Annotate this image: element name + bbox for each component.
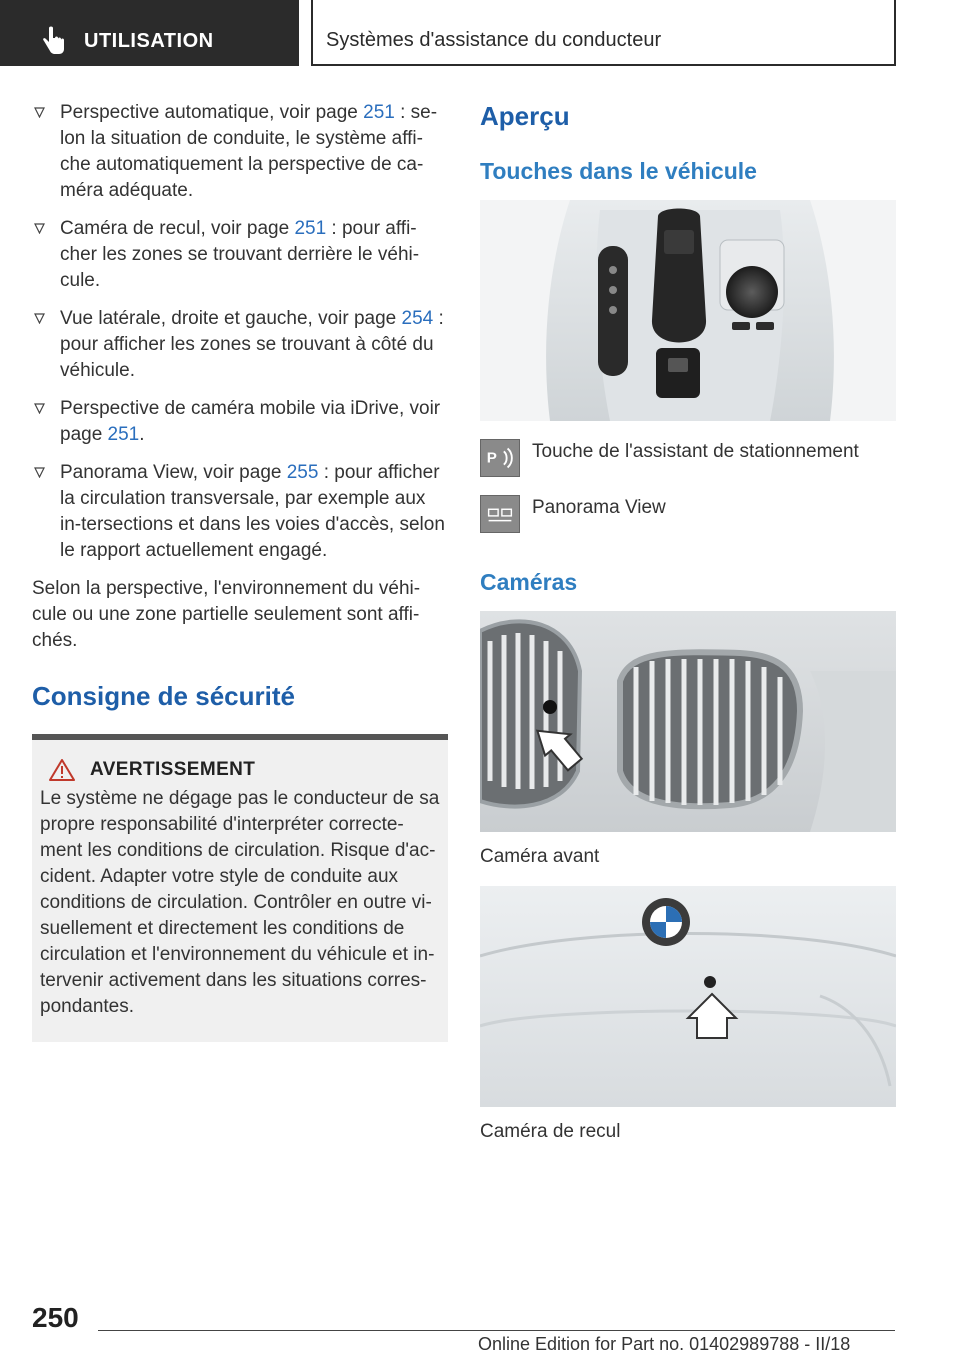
buttons-subheading: Touches dans le véhicule — [480, 158, 757, 184]
warning-title: AVERTISSEMENT — [90, 759, 256, 780]
list-item: Caméra de recul, voir page 251 : pour affi-cher les zones se trouvant derrière le véhi-cule. — [32, 216, 448, 294]
page-link[interactable]: 255 — [286, 462, 319, 483]
left-column — [32, 100, 448, 1042]
header-section-bar — [0, 0, 299, 66]
front-camera-caption: Caméra avant — [480, 846, 600, 867]
panorama-view-icon — [480, 495, 520, 533]
page-link[interactable]: 251 — [107, 424, 140, 445]
center-console-photo — [480, 200, 896, 421]
header-section-title: UTILISATION — [84, 30, 214, 52]
rear-camera-photo — [480, 886, 896, 1107]
park-assist-label: Touche de l'assistant de stationnement — [532, 441, 859, 462]
cameras-subheading: Caméras — [480, 569, 578, 595]
warning-box — [32, 734, 448, 1042]
warning-text: Le système ne dégage pas le conducteur de sa propre responsabilité d'interpréter correcte-ment les conditions de circulation. Risque d'ac-cident. Adapter votre style de conduite aux conditions de circulation. Contrôler en outre vi-suellement et directement les conditions de circulation et l'environnement du véhicule et in-tervenir activement dans les situations corres-pondantes. — [40, 788, 440, 1017]
panorama-row — [480, 495, 896, 533]
safety-heading: Consigne de sécurité — [32, 681, 295, 711]
panorama-label: Panorama View — [532, 497, 666, 518]
page-link[interactable]: 254 — [401, 308, 434, 329]
park-assist-row — [480, 439, 896, 477]
footer-divider — [98, 1330, 895, 1331]
svg-text:P: P — [486, 449, 497, 467]
right-column — [480, 100, 896, 1145]
front-camera-photo — [480, 611, 896, 832]
list-item: Panorama View, voir page 255 : pour afficher la circulation transversale, par exemple aux in-tersections et dans les voies d'accès, selon le rapport actuellement engagé. — [32, 460, 448, 564]
park-assist-icon — [480, 439, 520, 477]
triangle-bullet-icon — [34, 107, 45, 118]
touch-hand-icon — [40, 26, 66, 56]
header-chapter-title: Systèmes d'assistance du conducteur — [326, 29, 662, 51]
warning-header — [48, 758, 440, 782]
triangle-bullet-icon — [34, 313, 45, 324]
perspective-list — [32, 100, 448, 564]
triangle-bullet-icon — [34, 403, 45, 414]
list-item: Perspective de caméra mobile via iDrive, voir page 251. — [32, 396, 448, 448]
perspective-paragraph: Selon la perspective, l'environnement du véhi-cule ou une zone partielle seulement sont affi-chés. — [32, 578, 421, 651]
page-link[interactable]: 251 — [363, 102, 395, 123]
triangle-bullet-icon — [34, 467, 45, 478]
list-item: Perspective automatique, voir page 251 : se-lon la situation de conduite, le système affi-che automatiquement la perspective de ca-méra adéquate. — [32, 100, 448, 204]
overview-heading: Aperçu — [480, 101, 570, 131]
triangle-bullet-icon — [34, 223, 45, 234]
footer-edition: Online Edition for Part no. 01402989788 - II/18 — [478, 1334, 851, 1354]
list-item: Vue latérale, droite et gauche, voir page 254 : pour afficher les zones se trouvant à côté du véhicule. — [32, 306, 448, 384]
page-link[interactable]: 251 — [294, 218, 327, 239]
page-number: 250 — [32, 1302, 79, 1333]
rear-camera-caption: Caméra de recul — [480, 1121, 621, 1142]
warning-triangle-icon — [48, 758, 76, 782]
